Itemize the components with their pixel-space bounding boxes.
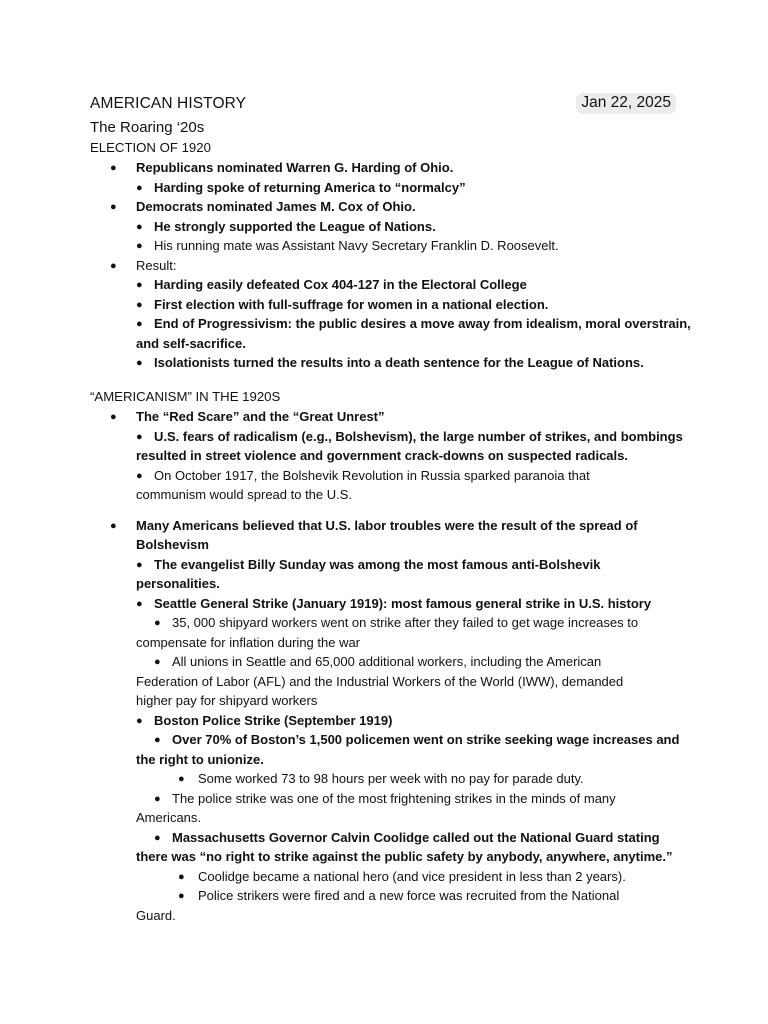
bullet-icon: ● [136, 181, 143, 194]
list-item-line [90, 314, 691, 334]
list-item-line [90, 691, 678, 711]
list-item-text: Result: [136, 257, 177, 273]
bullet-icon: ● [178, 773, 185, 785]
list-item-line [90, 466, 678, 486]
list-item-line [90, 236, 678, 256]
list-item-text: All unions in Seattle and 65,000 additional workers, including the American [172, 654, 602, 669]
list-item-line [90, 197, 678, 217]
list-item-line [90, 828, 678, 848]
list-item-text: The “Red Scare” and the “Great Unrest” [136, 409, 385, 424]
list-item-level-3 [90, 789, 678, 828]
list-item-level-3 [90, 828, 678, 867]
list-item-text: communism would spread to the U.S. [136, 487, 353, 502]
list-item-level-2 [90, 711, 678, 731]
list-item-level-2 [90, 466, 678, 505]
list-item-line [90, 769, 678, 789]
list-item-text: His running mate was Assistant Navy Secretary Franklin D. Roosevelt. [154, 238, 559, 253]
list-item-text: The evangelist Billy Sunday was among the most famous anti-Bolshevik [154, 556, 601, 572]
bullet-icon: ● [136, 714, 143, 727]
bullet-icon: ● [136, 240, 143, 252]
list-item-line [90, 633, 678, 653]
list-item-text: On October 1917, the Bolshevik Revolution in Russia sparked paranoia that [154, 467, 590, 483]
list-item-line [90, 886, 678, 906]
list-item-level-3 [90, 613, 678, 652]
list-item-text: Bolshevism [136, 537, 209, 552]
list-item-text: Harding spoke of returning America to “normalcy” [154, 179, 466, 195]
list-item-text: Isolationists turned the results into a death sentence for the League of Nations. [154, 355, 644, 370]
list-item-level-1 [90, 407, 678, 427]
list-spacer [90, 505, 678, 516]
list-item-line [90, 427, 683, 447]
list-item-level-4 [90, 769, 678, 789]
bullet-icon: ● [154, 656, 161, 668]
bullet-icon: ● [154, 617, 161, 629]
list-item-line [90, 555, 678, 575]
list-item-text: U.S. fears of radicalism (e.g., Bolshevism), the large number of strikes, and bombings [154, 428, 683, 444]
list-item-text: Boston Police Strike (September 1919) [154, 712, 393, 728]
list-item-line [90, 256, 678, 276]
section-americanism-list [90, 407, 683, 925]
list-item-text: Many Americans believed that U.S. labor troubles were the result of the spread of [136, 517, 638, 533]
page-subtitle: The Roaring ‘20s [90, 119, 205, 136]
list-item-text: resulted in street violence and government crack-downs on suspected radicals. [136, 448, 628, 463]
list-item-line [90, 750, 678, 770]
list-item-text: there was “no right to strike against the public safety by anybody, anywhere, anytime.” [136, 849, 673, 864]
bullet-icon: ● [154, 792, 161, 805]
list-item-text: higher pay for shipyard workers [136, 693, 318, 708]
list-item-line [90, 711, 678, 731]
list-item-line [90, 334, 678, 354]
bullet-icon: ● [178, 870, 185, 883]
list-item-line [90, 808, 678, 828]
list-item-text: Massachusetts Governor Calvin Coolidge called out the National Guard stating [172, 829, 660, 845]
list-item-text: Federation of Labor (AFL) and the Industrial Workers of the World (IWW), demanded [136, 673, 624, 689]
list-item-text: The police strike was one of the most frightening strikes in the minds of many [172, 790, 616, 806]
bullet-icon: ● [154, 734, 161, 746]
doc-title: AMERICAN HISTORY [90, 95, 247, 112]
bullet-icon: ● [136, 469, 143, 482]
bullet-icon: ● [136, 597, 143, 610]
list-item-level-3 [90, 730, 678, 769]
list-item-line [90, 652, 678, 672]
bullet-icon: ● [136, 357, 143, 369]
list-item-text: Democrats nominated James M. Cox of Ohio. [136, 199, 416, 214]
list-item-line [90, 516, 678, 536]
list-item-text: He strongly supported the League of Nations. [154, 218, 436, 234]
bullet-icon: ● [110, 162, 117, 174]
list-item-level-2 [90, 314, 691, 353]
section-americanism-heading: “AMERICANISM” IN THE 1920S [90, 389, 281, 404]
bullet-icon: ● [110, 259, 117, 272]
list-item-level-2 [90, 275, 678, 295]
list-item-text: Some worked 73 to 98 hours per week with no pay for parade duty. [198, 771, 584, 786]
list-item-line [90, 275, 678, 295]
list-item-text: and self-sacrifice. [136, 335, 246, 351]
list-item-level-1 [90, 516, 678, 555]
list-item-level-2 [90, 217, 678, 237]
list-item-line [90, 906, 678, 926]
list-item-level-2 [90, 427, 683, 466]
bullet-icon: ● [178, 890, 185, 902]
list-item-line [90, 730, 678, 750]
bullet-icon: ● [136, 279, 143, 291]
section-election-heading: ELECTION OF 1920 [90, 140, 211, 155]
list-item-level-2 [90, 178, 678, 198]
bullet-icon: ● [136, 318, 143, 330]
list-item-level-2 [90, 295, 678, 315]
bullet-icon: ● [154, 831, 161, 844]
list-item-line [90, 574, 678, 594]
list-item-text: End of Progressivism: the public desires a move away from idealism, moral overstrain, [154, 316, 691, 331]
list-item-level-4 [90, 867, 678, 887]
list-item-level-2 [90, 594, 678, 614]
list-item-text: Republicans nominated Warren G. Harding of Ohio. [136, 160, 454, 175]
list-item-line [90, 407, 678, 427]
list-item-line [90, 535, 678, 555]
list-item-line [90, 789, 678, 809]
bullet-icon: ● [136, 430, 143, 443]
bullet-icon: ● [110, 201, 117, 213]
list-item-text: personalities. [136, 576, 220, 591]
list-item-level-1 [90, 256, 678, 276]
list-item-text: 35, 000 shipyard workers went on strike after they failed to get wage increases to [172, 615, 639, 630]
list-item-text: Over 70% of Boston’s 1,500 policemen went on strike seeking wage increases and [172, 732, 680, 747]
list-item-level-1 [90, 197, 678, 217]
list-item-line [90, 867, 678, 887]
list-item-line [90, 295, 678, 315]
list-item-line [90, 847, 678, 867]
list-item-text: First election with full-suffrage for women in a national election. [154, 296, 549, 312]
section-election-list [90, 158, 691, 373]
list-item-level-2 [90, 555, 678, 594]
list-item-line [90, 178, 678, 198]
list-item-line [90, 594, 678, 614]
list-item-text: Coolidge became a national hero (and vice president in less than 2 years). [198, 868, 626, 884]
list-item-text: Police strikers were fired and a new force was recruited from the National [198, 888, 620, 903]
list-item-line [90, 485, 678, 505]
list-item-text: Seattle General Strike (January 1919): most famous general strike in U.S. history [154, 595, 652, 611]
list-item-line [90, 446, 678, 466]
bullet-icon: ● [136, 220, 143, 233]
list-item-level-2 [90, 353, 678, 373]
list-item-line [90, 613, 678, 633]
bullet-icon: ● [110, 519, 117, 532]
list-item-level-3 [90, 652, 678, 711]
list-item-text: the right to unionize. [136, 751, 264, 767]
list-item-text: Harding easily defeated Cox 404-127 in the Electoral College [154, 277, 527, 292]
list-item-line [90, 672, 678, 692]
list-item-line [90, 158, 678, 178]
bullet-icon: ● [110, 411, 117, 423]
date-chip[interactable]: Jan 22, 2025 [576, 93, 676, 114]
bullet-icon: ● [136, 558, 143, 571]
list-item-line [90, 353, 678, 373]
list-item-text: compensate for inflation during the war [136, 634, 361, 650]
list-item-level-1 [90, 158, 678, 178]
list-item-level-2 [90, 236, 678, 256]
list-item-text: Guard. [136, 907, 176, 923]
list-item-level-4 [90, 886, 678, 925]
list-item-line [90, 217, 678, 237]
doc-header [90, 93, 678, 117]
bullet-icon: ● [136, 298, 143, 311]
list-item-text: Americans. [136, 810, 202, 825]
